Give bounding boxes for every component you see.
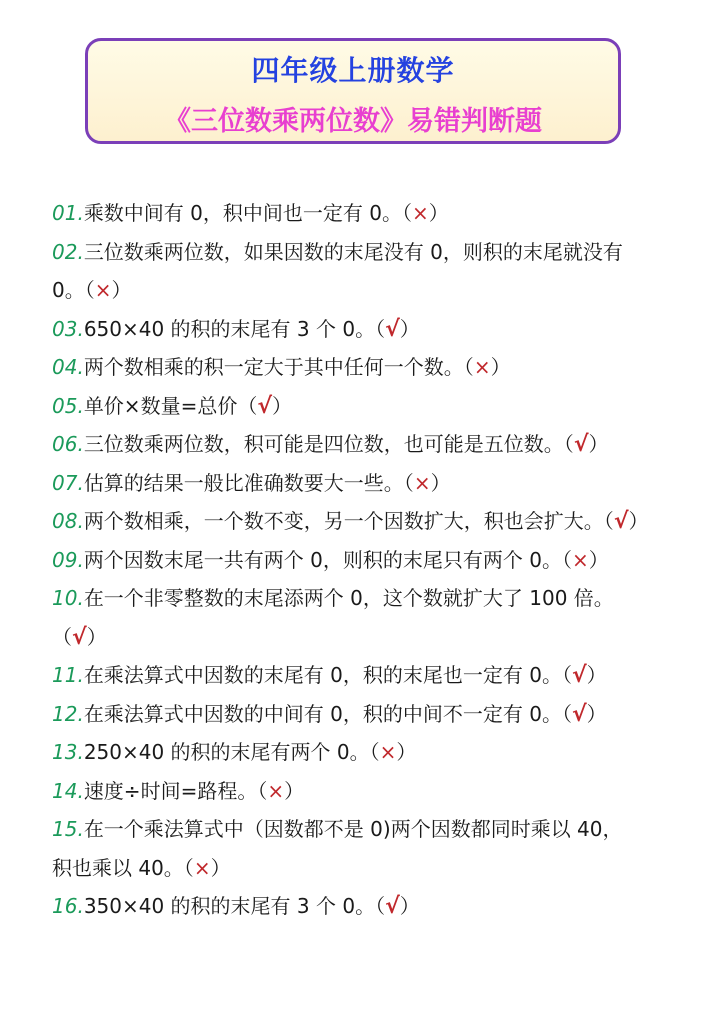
question-text: 两个数相乘，一个数不变，另一个因数扩大，积也会扩大。（: [83, 509, 614, 533]
question-text: 单价×数量=总价（: [83, 393, 258, 418]
answer-bracket-close: ）: [588, 432, 609, 456]
correct-check-mark: √: [385, 316, 400, 342]
question-item-continuation: [52, 618, 682, 657]
answer-bracket-close: ）: [284, 778, 305, 803]
answer-bracket-close: ）: [490, 355, 511, 379]
question-item-continuation: [52, 849, 682, 888]
question-number: 07.: [52, 470, 84, 495]
correct-check-mark: √: [571, 701, 587, 727]
title-banner: [85, 38, 621, 144]
question-text: 在一个乘法算式中（因数都不是 0)两个因数都同时乘以 40，: [83, 817, 623, 841]
answer-bracket-close: ）: [586, 663, 607, 687]
correct-check-mark: √: [385, 894, 400, 919]
question-item: [52, 579, 682, 618]
question-text: 在乘法算式中因数的末尾有 0，积的末尾也一定有 0。（: [83, 663, 572, 687]
question-text: （: [52, 624, 72, 649]
question-text: 在一个非零整数的末尾添两个 0，这个数就扩大了 100 倍。: [83, 586, 614, 610]
wrong-cross-mark: ×: [411, 201, 429, 225]
question-text: 在乘法算式中因数的中间有 0，积的中间不一定有 0。（: [83, 701, 572, 726]
answer-bracket-close: ）: [588, 547, 609, 572]
answer-bracket-close: ）: [586, 701, 607, 726]
answer-bracket-close: ）: [428, 201, 449, 225]
question-number: 16.: [52, 894, 84, 918]
wrong-cross-mark: ×: [267, 778, 285, 803]
question-number: 11.: [52, 663, 84, 687]
question-number: 08.: [52, 509, 84, 533]
correct-check-mark: √: [613, 509, 629, 534]
wrong-cross-mark: ×: [94, 278, 112, 302]
question-item: [52, 502, 682, 541]
question-text: 两个因数末尾一共有两个 0，则积的末尾只有两个 0。（: [83, 547, 572, 572]
answer-bracket-close: ）: [86, 624, 107, 649]
answer-bracket-close: ）: [111, 278, 132, 302]
question-text: 估算的结果一般比准确数要大一些。（: [83, 470, 414, 495]
wrong-cross-mark: ×: [379, 740, 397, 764]
question-number: 13.: [52, 740, 84, 764]
question-item-continuation: [52, 271, 682, 310]
question-text: 速度÷时间=路程。（: [83, 778, 268, 803]
question-number: 04.: [52, 355, 84, 379]
question-text: 250×40 的积的末尾有两个 0。（: [83, 740, 380, 764]
answer-bracket-close: ）: [396, 740, 417, 764]
wrong-cross-mark: ×: [571, 547, 589, 572]
question-text: 乘数中间有 0，积中间也一定有 0。（: [83, 201, 412, 225]
answer-bracket-close: ）: [272, 393, 293, 418]
question-item: [52, 810, 682, 849]
page-subtitle: 《三位数乘两位数》易错判断题: [164, 106, 542, 137]
question-number: 06.: [52, 432, 84, 456]
page-title: 四年级上册数学: [251, 54, 455, 87]
question-number: 15.: [52, 817, 84, 841]
correct-check-mark: √: [573, 432, 589, 457]
question-item: [52, 733, 682, 772]
question-item: [52, 194, 682, 233]
question-text: 两个数相乘的积一定大于其中任何一个数。（: [83, 355, 474, 379]
question-number: 03.: [52, 316, 84, 341]
question-item: [52, 887, 682, 926]
question-number: 09.: [52, 547, 84, 572]
question-number: 02.: [52, 239, 84, 264]
question-text: 积也乘以 40。（: [52, 855, 194, 880]
correct-check-mark: √: [571, 663, 587, 688]
correct-check-mark: √: [257, 393, 273, 419]
answer-bracket-close: ）: [628, 509, 649, 533]
question-number: 01.: [52, 201, 84, 225]
question-number: 12.: [52, 701, 84, 726]
answer-bracket-close: ）: [430, 470, 451, 495]
question-item: [52, 695, 682, 734]
question-text: 0。（: [52, 278, 95, 302]
question-item: [52, 541, 682, 580]
question-text: 三位数乘两位数，如果因数的末尾没有 0，则积的末尾就没有: [83, 239, 623, 264]
wrong-cross-mark: ×: [473, 355, 491, 379]
answer-bracket-close: ）: [399, 894, 420, 918]
answer-bracket-close: ）: [399, 316, 420, 341]
wrong-cross-mark: ×: [413, 470, 431, 495]
question-text: 350×40 的积的末尾有 3 个 0。（: [83, 894, 386, 918]
question-item: [52, 348, 682, 387]
question-item: [52, 387, 682, 426]
question-item: [52, 464, 682, 503]
question-item: [52, 772, 682, 811]
question-text: 三位数乘两位数，积可能是四位数，也可能是五位数。（: [83, 432, 574, 456]
question-item: [52, 233, 682, 272]
question-item: [52, 425, 682, 464]
answer-bracket-close: ）: [210, 855, 231, 880]
question-number: 05.: [52, 393, 84, 418]
correct-check-mark: √: [72, 624, 87, 650]
question-list: [52, 194, 682, 926]
question-number: 10.: [52, 586, 84, 610]
wrong-cross-mark: ×: [193, 855, 211, 880]
question-item: [52, 310, 682, 349]
question-text: 650×40 的积的末尾有 3 个 0。（: [83, 316, 386, 341]
question-item: [52, 656, 682, 695]
question-number: 14.: [52, 778, 84, 803]
